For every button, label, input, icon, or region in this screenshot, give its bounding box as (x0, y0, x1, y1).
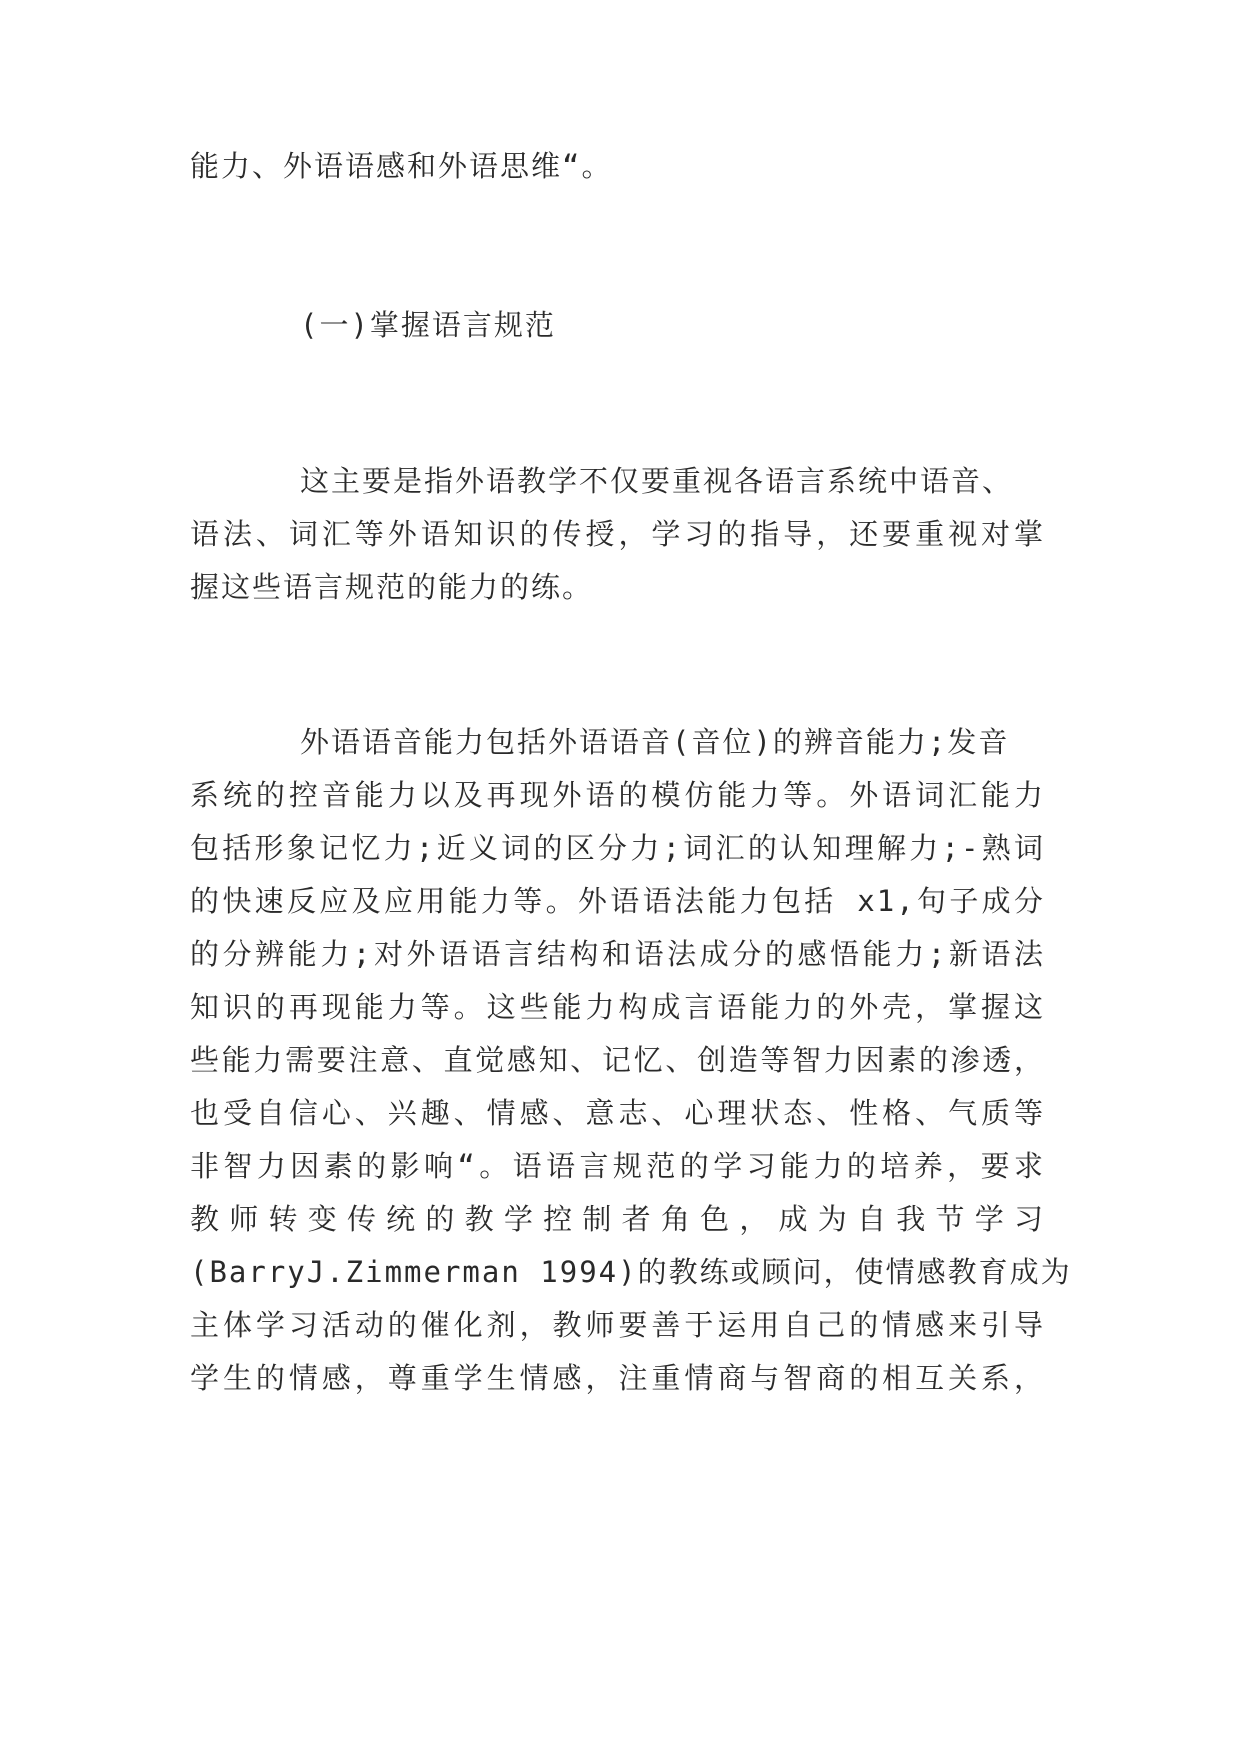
paragraph-1-line-2: 语法、词汇等外语知识的传授，学习的指导，还要重视对掌 (190, 517, 1045, 551)
paragraph-2-line-5: 的分辨能力;对外语语言结构和语法成分的感悟能力;新语法 (190, 937, 1045, 971)
paragraph-2-line-6: 知识的再现能力等。这些能力构成言语能力的外壳，掌握这 (190, 990, 1045, 1024)
paragraph-2-line-13: 学生的情感，尊重学生情感，注重情商与智商的相互关系， (190, 1361, 1045, 1395)
paragraph-2-line-4: 的快速反应及应用能力等。外语语法能力包括 x1,句子成分 (190, 884, 1045, 918)
paragraph-2-line-2: 系统的控音能力以及再现外语的模仿能力等。外语词汇能力 (190, 778, 1045, 812)
paragraph-2-line-10: 教师转变传统的教学控制者角色，成为自我节学习 (190, 1202, 1045, 1236)
section-heading: (一)掌握语言规范 (300, 308, 556, 342)
paragraph-2-line-3: 包括形象记忆力;近义词的区分力;词汇的认知理解力;-熟词 (190, 831, 1045, 865)
paragraph-2-line-7: 些能力需要注意、直觉感知、记忆、创造等智力因素的渗透， (190, 1043, 1045, 1077)
paragraph-2-line-12: 主体学习活动的催化剂，教师要善于运用自己的情感来引导 (190, 1308, 1045, 1342)
paragraph-1-line-1: 这主要是指外语教学不仅要重视各语言系统中语音、 (300, 464, 1014, 498)
paragraph-2-line-1: 外语语音能力包括外语语音(音位)的辨音能力;发音 (300, 725, 1010, 759)
paragraph-2-line-9: 非智力因素的影响“。语语言规范的学习能力的培养，要求 (190, 1149, 1045, 1183)
intro-line: 能力、外语语感和外语思维“。 (190, 149, 613, 183)
paragraph-1-line-3: 握这些语言规范的能力的练。 (190, 570, 594, 604)
paragraph-2-line-11: (BarryJ.Zimmerman 1994)的教练或顾问，使情感教育成为 (190, 1255, 1072, 1289)
paragraph-2-line-8: 也受自信心、兴趣、情感、意志、心理状态、性格、气质等 (190, 1096, 1045, 1130)
